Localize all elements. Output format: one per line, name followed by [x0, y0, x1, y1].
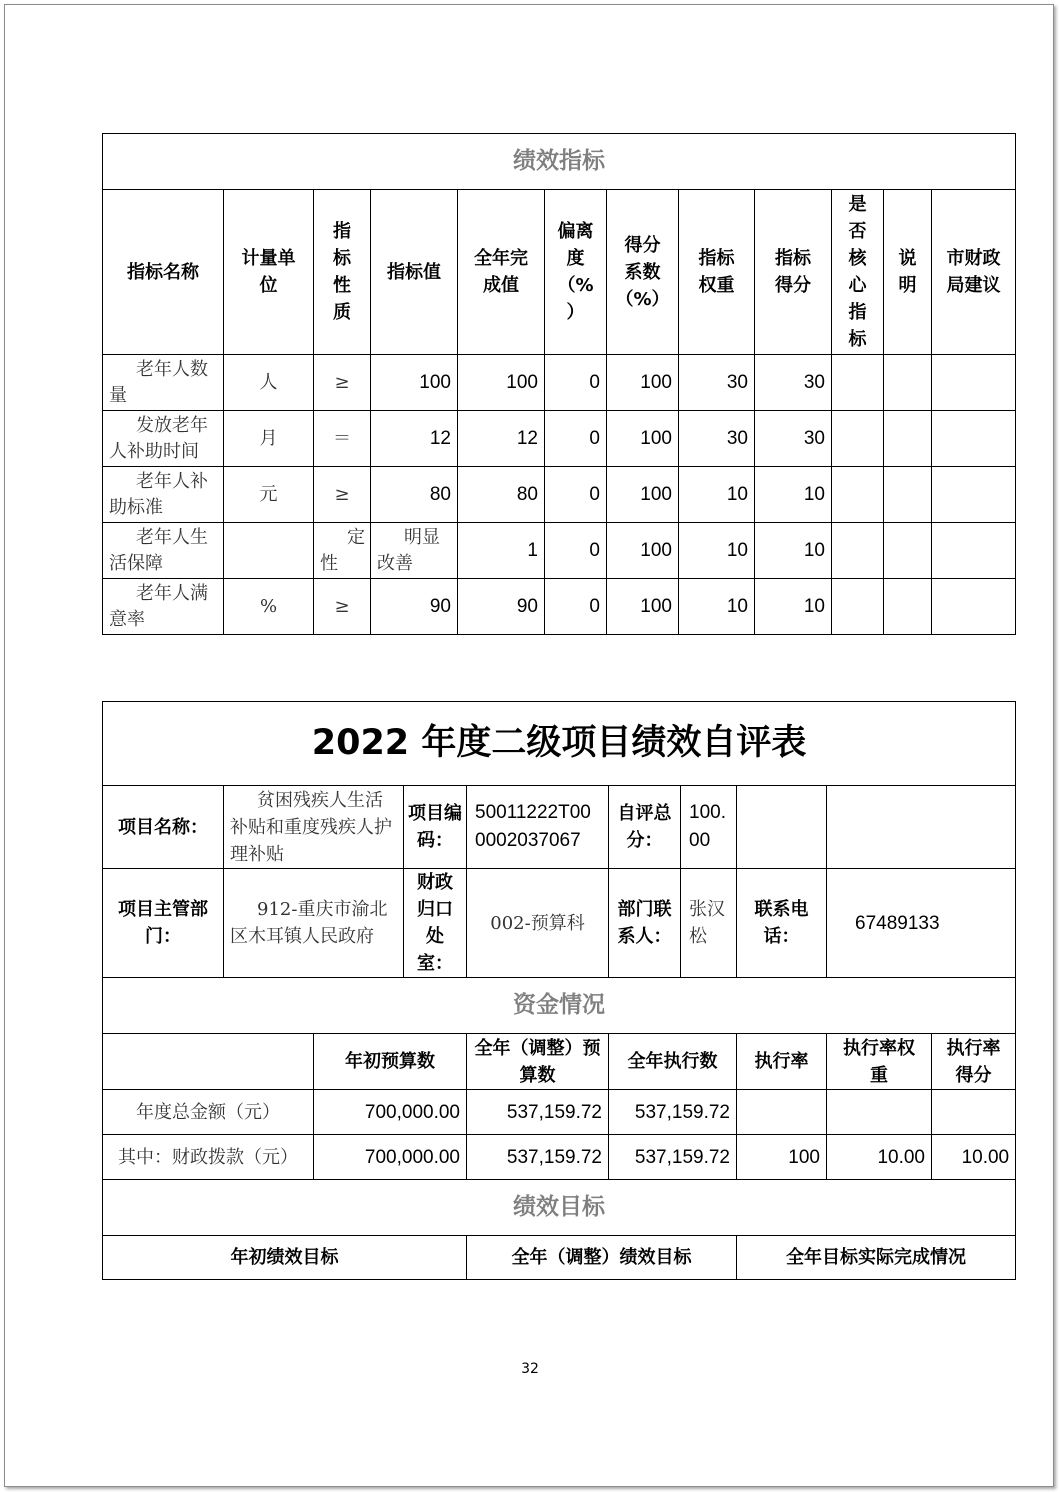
indicator-nature: ＝	[314, 411, 371, 467]
header-name: 指标名称	[103, 190, 224, 355]
indicator-note	[884, 411, 932, 467]
indicator-core	[832, 467, 884, 523]
indicator-score: 10	[755, 579, 832, 635]
empty-cell	[827, 786, 1016, 869]
header-score: 指标 得分	[755, 190, 832, 355]
table-row	[103, 579, 1016, 635]
funds-row-weight	[827, 1090, 932, 1135]
funds-row-score: 10.00	[932, 1135, 1016, 1180]
funds-row-label: 其中：财政拨款（元）	[103, 1135, 314, 1180]
funds-row-executed: 537,159.72	[609, 1135, 737, 1180]
goals-header-adjusted: 全年（调整）绩效目标	[467, 1236, 737, 1280]
indicator-note	[884, 467, 932, 523]
indicator-value: 90	[371, 579, 458, 635]
funds-row-budget: 700,000.00	[314, 1135, 467, 1180]
funds-header-executed: 全年执行数	[609, 1034, 737, 1090]
table-row	[103, 1135, 1016, 1180]
indicator-actual: 1	[458, 523, 545, 579]
funds-row-adjusted: 537,159.72	[467, 1135, 609, 1180]
form-title: 2022 年度二级项目绩效自评表	[103, 702, 1016, 786]
indicator-unit	[224, 523, 314, 579]
indicator-name: 老年人数量	[103, 355, 224, 411]
phone-value: 67489133	[827, 869, 1016, 978]
funds-header-weight: 执行率权重	[827, 1034, 932, 1090]
indicator-suggest	[932, 355, 1016, 411]
contact-person-label: 部门联系人：	[609, 869, 681, 978]
funds-row-rate: 100	[737, 1135, 827, 1180]
indicator-nature: ≥	[314, 579, 371, 635]
header-actual: 全年完 成值	[458, 190, 545, 355]
indicator-actual: 12	[458, 411, 545, 467]
indicator-name: 发放老年人补助时间	[103, 411, 224, 467]
funds-row-weight: 10.00	[827, 1135, 932, 1180]
indicator-deviation: 0	[545, 411, 607, 467]
project-name-label: 项目名称：	[103, 786, 224, 869]
contact-person-value: 张汉松	[681, 869, 737, 978]
indicator-actual: 80	[458, 467, 545, 523]
table-row	[103, 411, 1016, 467]
indicator-actual: 100	[458, 355, 545, 411]
indicator-score: 10	[755, 467, 832, 523]
indicator-weight: 10	[679, 523, 755, 579]
funds-header-empty	[103, 1034, 314, 1090]
funds-header-score: 执行率得分	[932, 1034, 1016, 1090]
header-weight: 指标 权重	[679, 190, 755, 355]
indicator-suggest	[932, 467, 1016, 523]
funds-row-score	[932, 1090, 1016, 1135]
indicator-deviation: 0	[545, 467, 607, 523]
indicator-unit: 元	[224, 467, 314, 523]
header-deviation: 偏离 度 （% ）	[545, 190, 607, 355]
empty-cell	[737, 786, 827, 869]
indicator-unit: 人	[224, 355, 314, 411]
indicator-unit: 月	[224, 411, 314, 467]
indicator-core	[832, 523, 884, 579]
indicator-value: 明显改善	[371, 523, 458, 579]
indicator-deviation: 0	[545, 579, 607, 635]
funds-row-executed: 537,159.72	[609, 1090, 737, 1135]
indicator-weight: 10	[679, 467, 755, 523]
finance-office-label: 财政归口处室：	[404, 869, 467, 978]
indicator-weight: 30	[679, 411, 755, 467]
indicator-nature: ≥	[314, 355, 371, 411]
funds-section-title: 资金情况	[103, 978, 1016, 1034]
indicator-core	[832, 355, 884, 411]
header-coef: 得分 系数 （%）	[607, 190, 679, 355]
phone-label: 联系电话：	[737, 869, 827, 978]
indicator-score: 30	[755, 355, 832, 411]
indicator-score: 10	[755, 523, 832, 579]
self-score-label: 自评总分：	[609, 786, 681, 869]
header-note: 说 明	[884, 190, 932, 355]
indicator-suggest	[932, 579, 1016, 635]
indicator-unit: %	[224, 579, 314, 635]
project-code-label: 项目编码：	[404, 786, 467, 869]
indicator-nature: 定性	[314, 523, 371, 579]
self-evaluation-table	[102, 701, 1016, 1280]
indicator-note	[884, 355, 932, 411]
table-row	[103, 523, 1016, 579]
indicator-note	[884, 579, 932, 635]
self-score-value: 100.00	[681, 786, 737, 869]
indicator-name: 老年人生活保障	[103, 523, 224, 579]
project-name-value: 贫困残疾人生活补贴和重度残疾人护理补贴	[224, 786, 404, 869]
indicator-deviation: 0	[545, 355, 607, 411]
table-title: 绩效指标	[103, 134, 1016, 190]
indicator-value: 12	[371, 411, 458, 467]
indicator-core	[832, 579, 884, 635]
project-code-value: 50011222T000002037067	[467, 786, 609, 869]
indicator-coef: 100	[607, 355, 679, 411]
page-number: 32	[521, 1361, 539, 1377]
indicator-deviation: 0	[545, 523, 607, 579]
table-row	[103, 355, 1016, 411]
performance-indicator-table	[102, 133, 1016, 635]
header-value: 指标值	[371, 190, 458, 355]
indicator-actual: 90	[458, 579, 545, 635]
indicator-note	[884, 523, 932, 579]
indicator-suggest	[932, 411, 1016, 467]
indicator-score: 30	[755, 411, 832, 467]
funds-row-rate	[737, 1090, 827, 1135]
indicator-coef: 100	[607, 467, 679, 523]
indicator-value: 100	[371, 355, 458, 411]
dept-value: 912-重庆市渝北区木耳镇人民政府	[224, 869, 404, 978]
indicator-name: 老年人补助标准	[103, 467, 224, 523]
funds-row-adjusted: 537,159.72	[467, 1090, 609, 1135]
indicator-nature: ≥	[314, 467, 371, 523]
header-core: 是 否 核 心 指 标	[832, 190, 884, 355]
indicator-coef: 100	[607, 579, 679, 635]
header-unit: 计量单 位	[224, 190, 314, 355]
table-row	[103, 467, 1016, 523]
indicator-coef: 100	[607, 411, 679, 467]
funds-header-budget: 年初预算数	[314, 1034, 467, 1090]
funds-header-rate: 执行率	[737, 1034, 827, 1090]
indicator-suggest	[932, 523, 1016, 579]
goals-header-actual: 全年目标实际完成情况	[737, 1236, 1016, 1280]
goals-header-initial: 年初绩效目标	[103, 1236, 467, 1280]
funds-row-label: 年度总金额（元）	[103, 1090, 314, 1135]
funds-header-adjusted: 全年（调整）预算数	[467, 1034, 609, 1090]
goals-section-title: 绩效目标	[103, 1180, 1016, 1236]
indicator-value: 80	[371, 467, 458, 523]
header-nature: 指 标 性 质	[314, 190, 371, 355]
header-suggest: 市财政 局建议	[932, 190, 1016, 355]
indicator-name: 老年人满意率	[103, 579, 224, 635]
funds-row-budget: 700,000.00	[314, 1090, 467, 1135]
dept-label: 项目主管部门：	[103, 869, 224, 978]
indicator-core	[832, 411, 884, 467]
indicator-weight: 10	[679, 579, 755, 635]
finance-office-value: 002-预算科	[467, 869, 609, 978]
table-row	[103, 1090, 1016, 1135]
indicator-coef: 100	[607, 523, 679, 579]
indicator-weight: 30	[679, 355, 755, 411]
